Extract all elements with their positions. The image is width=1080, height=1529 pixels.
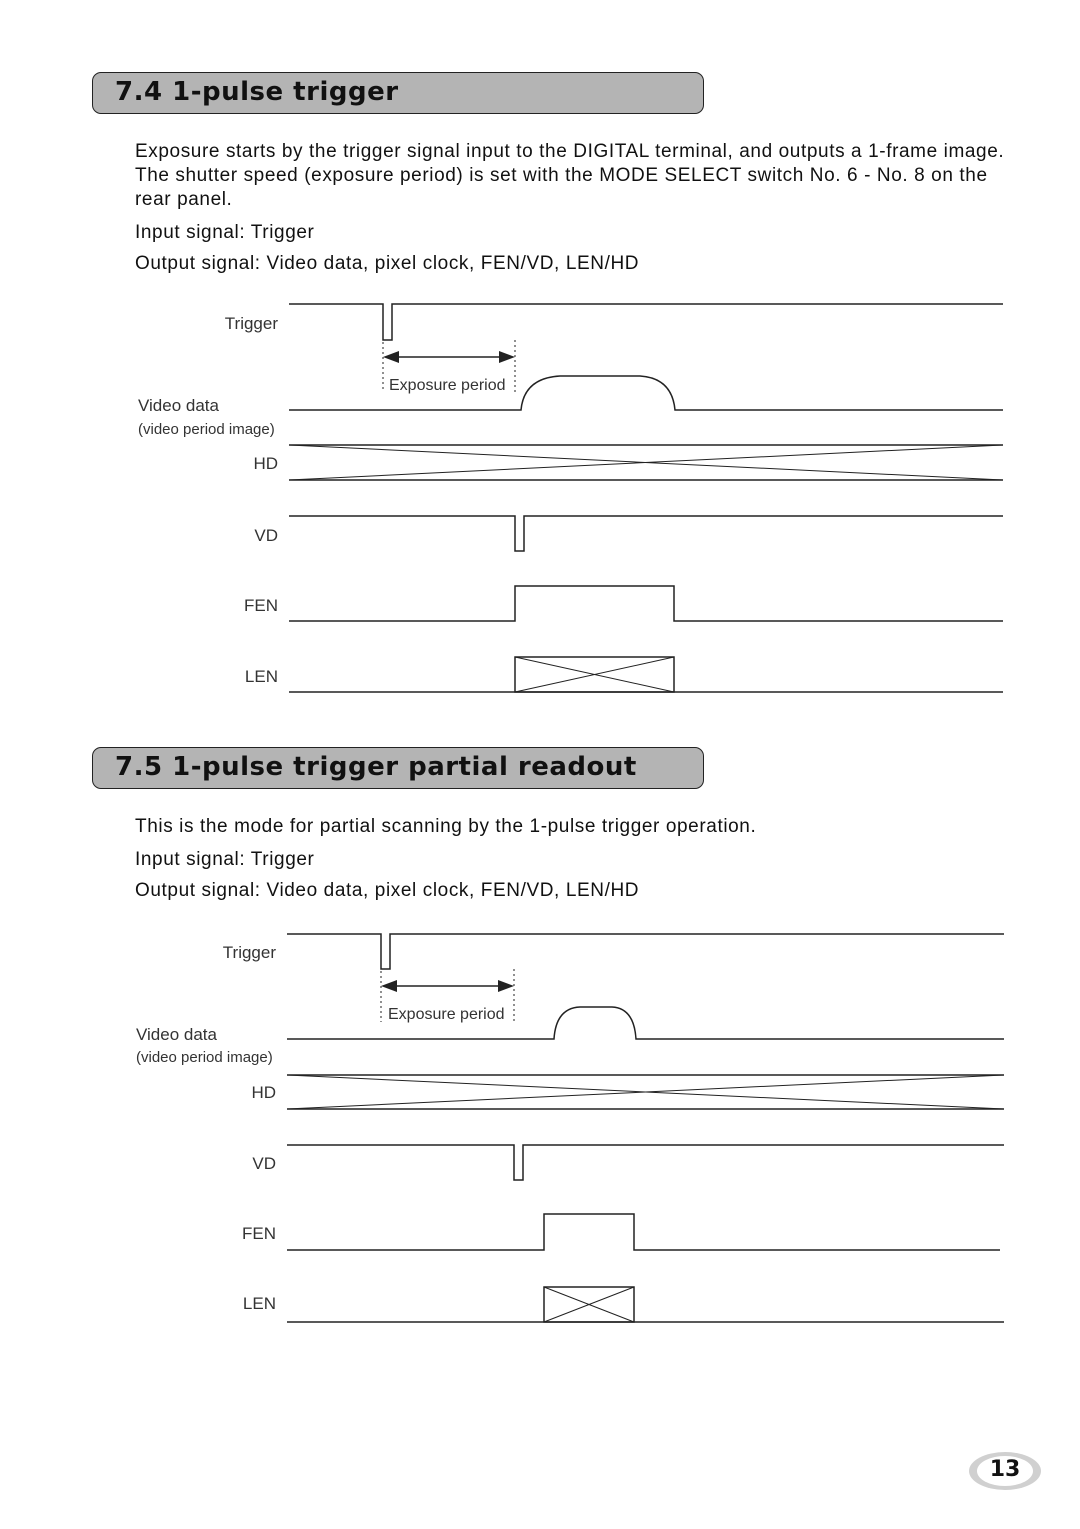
label-hd: HD (253, 454, 278, 473)
label-video-data: Video data (136, 1025, 217, 1044)
section-7-4-input-signal: Input signal: Trigger (135, 222, 315, 243)
vd-waveform (287, 1145, 1004, 1180)
label-video-period-image: (video period image) (138, 421, 275, 438)
label-video-period-image: (video period image) (136, 1049, 273, 1066)
label-trigger: Trigger (222, 943, 276, 962)
label-vd: VD (252, 1154, 276, 1173)
label-len: LEN (244, 667, 278, 686)
page-number-badge (968, 1451, 1042, 1491)
label-video-data: Video data (138, 396, 219, 415)
section-heading-7-5 (92, 747, 704, 789)
timing-diagram-1-pulse-trigger-partial (0, 920, 1080, 1340)
fen-waveform (287, 1214, 1000, 1250)
section-heading-7-4 (92, 72, 704, 114)
trigger-waveform (287, 934, 1004, 969)
section-7-5-description: This is the mode for partial scanning by the 1-pulse trigger operation. (135, 816, 757, 837)
section-7-4-description: Exposure starts by the trigger signal input to the DIGITAL terminal, and outputs a 1-frame image. The shutter speed (exposure period) is set with the MODE SELECT switch No. 6 - No. 8 on the rear panel. (135, 141, 1005, 210)
label-exposure-period: Exposure period (388, 1006, 505, 1023)
label-exposure-period: Exposure period (389, 377, 506, 394)
fen-waveform (289, 586, 1003, 621)
vd-waveform (289, 516, 1003, 551)
label-hd: HD (251, 1083, 276, 1102)
label-len: LEN (242, 1294, 276, 1313)
page-number: 13 (989, 1457, 1021, 1482)
section-title-7-4: 7.4 1-pulse trigger (115, 77, 399, 107)
section-title-7-5: 7.5 1-pulse trigger partial readout (115, 752, 637, 782)
trigger-waveform (289, 304, 1003, 340)
section-7-4-output-signal: Output signal: Video data, pixel clock, FEN/VD, LEN/HD (135, 253, 640, 274)
label-vd: VD (254, 526, 278, 545)
label-trigger: Trigger (224, 314, 278, 333)
label-fen: FEN (242, 1224, 276, 1243)
section-7-5-input-signal: Input signal: Trigger (135, 849, 315, 870)
label-fen: FEN (244, 596, 278, 615)
section-7-5-output-signal: Output signal: Video data, pixel clock, FEN/VD, LEN/HD (135, 880, 640, 901)
timing-diagram-1-pulse-trigger (0, 290, 1080, 710)
